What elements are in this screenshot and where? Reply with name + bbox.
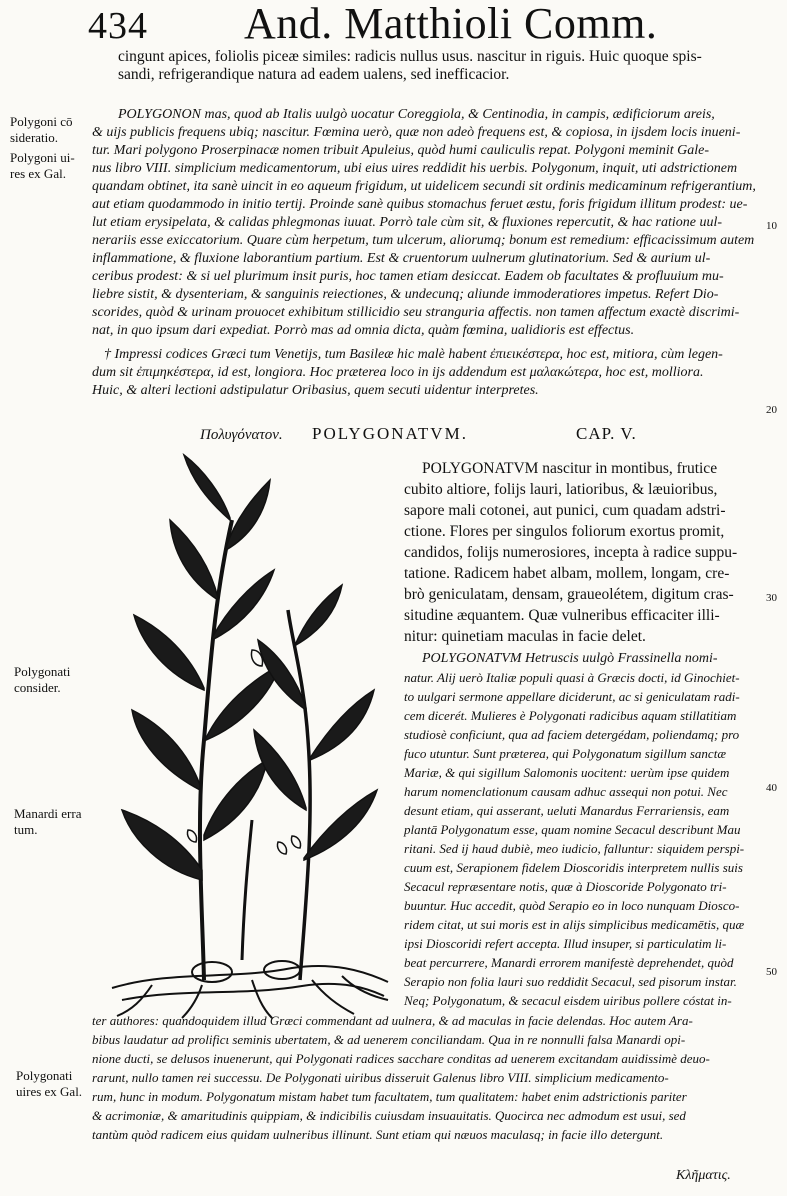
text-line: POLYGONON mas, quod ab Italis uulgò uocatur Coreggiola, & Centinodia, in campis, ædificiorum areis, <box>118 107 715 122</box>
text-line: & acrimoniæ, & amaritudinis quippiam, & indicibilis cuiusdam insuauitatis. Quocirca nec admodum est usui, sed <box>92 1108 686 1123</box>
margin-note: Polygonati consider. <box>14 664 71 695</box>
margin-note: Polygonati uires ex Gal. <box>16 1068 83 1099</box>
text-line: bibus laudatur ad prolificι seminis ubertatem, & ad uenerem conciliandam. Qua in re nonnulli falsa Manardi opi- <box>92 1032 686 1047</box>
text-line: buuntur. Huc accedit, quòd Serapio eo in loco nunquam Diosco- <box>404 898 740 913</box>
chapter-title: POLYGONATVM. <box>312 424 468 443</box>
text-line: ter authores: quandoquidem illud Græci commendant ad uulnera, & ad maculas in facie delendas. Hoc autem Ara- <box>92 1013 693 1028</box>
text-line: Mariæ, & qui sigillum Salomonis uocitent: uerùm ipse quidem <box>404 765 730 780</box>
text-line: aut etiam quodammodo in initio tertij. Proinde sanè quibus stomachus feruet æstu, foris frigidum illitum prodest: ue- <box>92 197 748 212</box>
text-line: nione ducti, se delusos inuenerunt, qui Polygonati radices sacchare conditas ad uenerem excitandam auidissimè deuo- <box>92 1051 710 1066</box>
catchword: Κλῆματις. <box>676 1168 731 1183</box>
line-number: 40 <box>766 782 777 794</box>
text-line: natur. Alij uerò Italiæ populi quasi à Græcis docti, id Ginochiet- <box>404 670 740 685</box>
text-line: candidos, folijs numerosiores, incepta à radice suppu- <box>404 544 738 561</box>
text-line: Huic, & alteri lectioni adstipulatur Oribasius, quem secuti uidentur interpretes. <box>92 383 539 398</box>
text-line: liebre sistit, & dysenteriam, & sanguinis reiectiones, & undecunq; aliunde immoderatiores impetus. Refert Dio- <box>92 287 719 302</box>
text-line: nus libro VIII. simplicium medicamentorum, ubi eius uires reddidit his uerbis. Polygonum, inquit, uti adstrictionem <box>92 161 738 176</box>
margin-note: Polygoni ui- res ex Gal. <box>10 150 75 181</box>
text-line: inflammatione, & fluxione laborantium partium. Est & cruentorum uulnerum glutinatorium. Sed & aurium ul- <box>92 251 711 266</box>
text-line: ritani. Sed ij haud dubiè, meo iudicio, falluntur: siquidem perspi- <box>404 841 745 856</box>
text-line: Secacul repræsentare notis, quæ à Dioscoride Polygonato tri- <box>404 879 727 894</box>
chapter-greek-name: Πολυγόνατον. <box>200 427 283 443</box>
line-number: 50 <box>766 966 777 978</box>
chapter-number: CAP. V. <box>576 424 637 443</box>
text-line: & uijs publicis frequens ubiq; nascitur. Fœmina uerò, quæ non adeò frequens est, & copiosa, in ijsdem locis inueni- <box>92 125 741 140</box>
text-line: † Impressi codices Græci tum Venetijs, tum Basileæ hic malè habent ἐπιεικέστερα, hoc est, mitiora, cùm legen- <box>104 347 723 362</box>
line-number: 10 <box>766 220 777 232</box>
text-line: POLYGONATVM Hetruscis uulgò Frassinella nomi- <box>422 651 718 666</box>
margin-note: Manardi erra tum. <box>14 806 82 837</box>
text-line: lut etiam erysipelata, & calidas phlegmonas iuuat. Porrò tale cùm sit, & fluxiones repercutit, & hac ratione uul- <box>92 215 723 230</box>
text-line: beat percurrere, Manardi errorem manifestè deprehendet, quòd <box>404 955 734 970</box>
text-line: brò geniculatam, densam, graueolétem, digitum cras- <box>404 586 734 603</box>
text-line: cuum est, Serapionem fidelem Dioscoridis interpretem nullis suis <box>404 860 743 875</box>
text-line: tatione. Radicem habet albam, mollem, longam, cre- <box>404 565 730 582</box>
text-line: tur. Mari polygono Proserpinacæ nomen tribuit Apuleius, quòd humi cauliculis repat. Polygoni meminit Gale- <box>92 143 709 158</box>
text-line: Neq; Polygonatum, & secacul eisdem uiribus pollere cóstat in- <box>404 993 732 1008</box>
line-number: 20 <box>766 404 777 416</box>
text-line: sapore mali cotonei, aut punici, cum quadam adstri- <box>404 502 726 519</box>
text-line: ctione. Flores per singulos foliorum exortus promit, <box>404 523 725 540</box>
text-line: nat, in quo ipsum dari expediat. Porrò mas ad omnia dicta, quàm fœmina, ualidioris est effectus. <box>92 323 635 338</box>
text-line: to uulgari sermone appellare diciderunt, ac si geniculatam radi- <box>404 689 740 704</box>
text-line: studiosè conficiunt, qua ad faciem detergédam, poliendamq; pro <box>404 727 740 742</box>
line-number: 30 <box>766 592 777 604</box>
text-line: rum, hunc in modum. Polygonatum mistam habet tum facultatem, tum qualitatem: habet enim adstrictionis pariter <box>92 1089 687 1104</box>
text-line: desunt etiam, qui asserant, ueluti Manardus Ferrariensis, eam <box>404 803 730 818</box>
text-line: cem dicerét. Mulieres è Polygonati radicibus aquam stillatitiam <box>404 708 737 723</box>
text-line: situdine æquantem. Quæ vulneribus efficaciter illi- <box>404 607 720 624</box>
text-line: cingunt apices, foliolis piceæ similes: radicis nullus usus. nascitur in riguis. Huic quoque spis- <box>118 48 702 65</box>
polygonatum-woodcut-illustration <box>92 440 392 1020</box>
text-line: rarunt, nullo tamen rei successu. De Polygonati uiribus disseruit Galenus libro VIII. simplicium medicamento- <box>92 1070 669 1085</box>
text-line: nitur: quinetiam maculas in facie delet. <box>404 628 646 645</box>
margin-note: Polygoni cō sideratio. <box>10 114 73 145</box>
text-line: nerariis esse exiccatorium. Quare cùm herpetum, tum ulcerum, aliorumq; bonum est remedium: efficacissimum autem <box>92 233 755 248</box>
text-line: dum sit ἐπιμηκέστερα, id est, longiora. Hoc præterea loco in ijs addendum est μαλακώτερα, hoc est, molliora. <box>92 365 704 380</box>
text-line: tantùm quòd radicem eius quidam uulneribus illinunt. Sunt etiam qui næuos maculasq; in facie illo detergunt. <box>92 1127 664 1142</box>
page-number: 434 <box>88 5 148 47</box>
text-line: sandi, refrigerandique natura ad eadem ualens, sed inefficacior. <box>118 66 510 83</box>
text-line: plantā Polygonatum esse, quam nomine Secacul describunt Mau <box>404 822 741 837</box>
text-line: ridem citat, ut sui moris est in alijs simplicibus medicamētis, quæ <box>404 917 745 932</box>
text-line: Serapio non folia lauri suo reddidit Secacul, sed pisorum instar. <box>404 974 737 989</box>
text-line: ceribus prodest: & si uel plurimum insit puris, hoc tamen etiam desiccat. Eadem ob facultates & profluuium mu- <box>92 269 724 284</box>
text-line: fuco utuntur. Sunt præterea, qui Polygonatum sigillum sanctæ <box>404 746 726 761</box>
text-line: ipsi Dioscoridi refert accepta. Illud insuper, si particulatim li- <box>404 936 727 951</box>
running-head: And. Matthioli Comm. <box>244 0 658 48</box>
text-line: scorides, quòd & urinam prouocet exhibitum stillicidio seu stranguria affectis. non tamen affectum exactè discrimi- <box>92 305 740 320</box>
text-line: cubito altiore, folijs lauri, latioribus, & læuioribus, <box>404 481 718 498</box>
text-line: POLYGONATVM nascitur in montibus, frutice <box>422 460 718 477</box>
text-line: quandam obtinet, ita sanè uincit in eo aqueum frigidum, ut uideliceт secundi sit ordinis medicaminum refrigerantium, <box>92 179 756 194</box>
text-line: harum nomenclationum causam adhuc assequi non potui. Nec <box>404 784 728 799</box>
